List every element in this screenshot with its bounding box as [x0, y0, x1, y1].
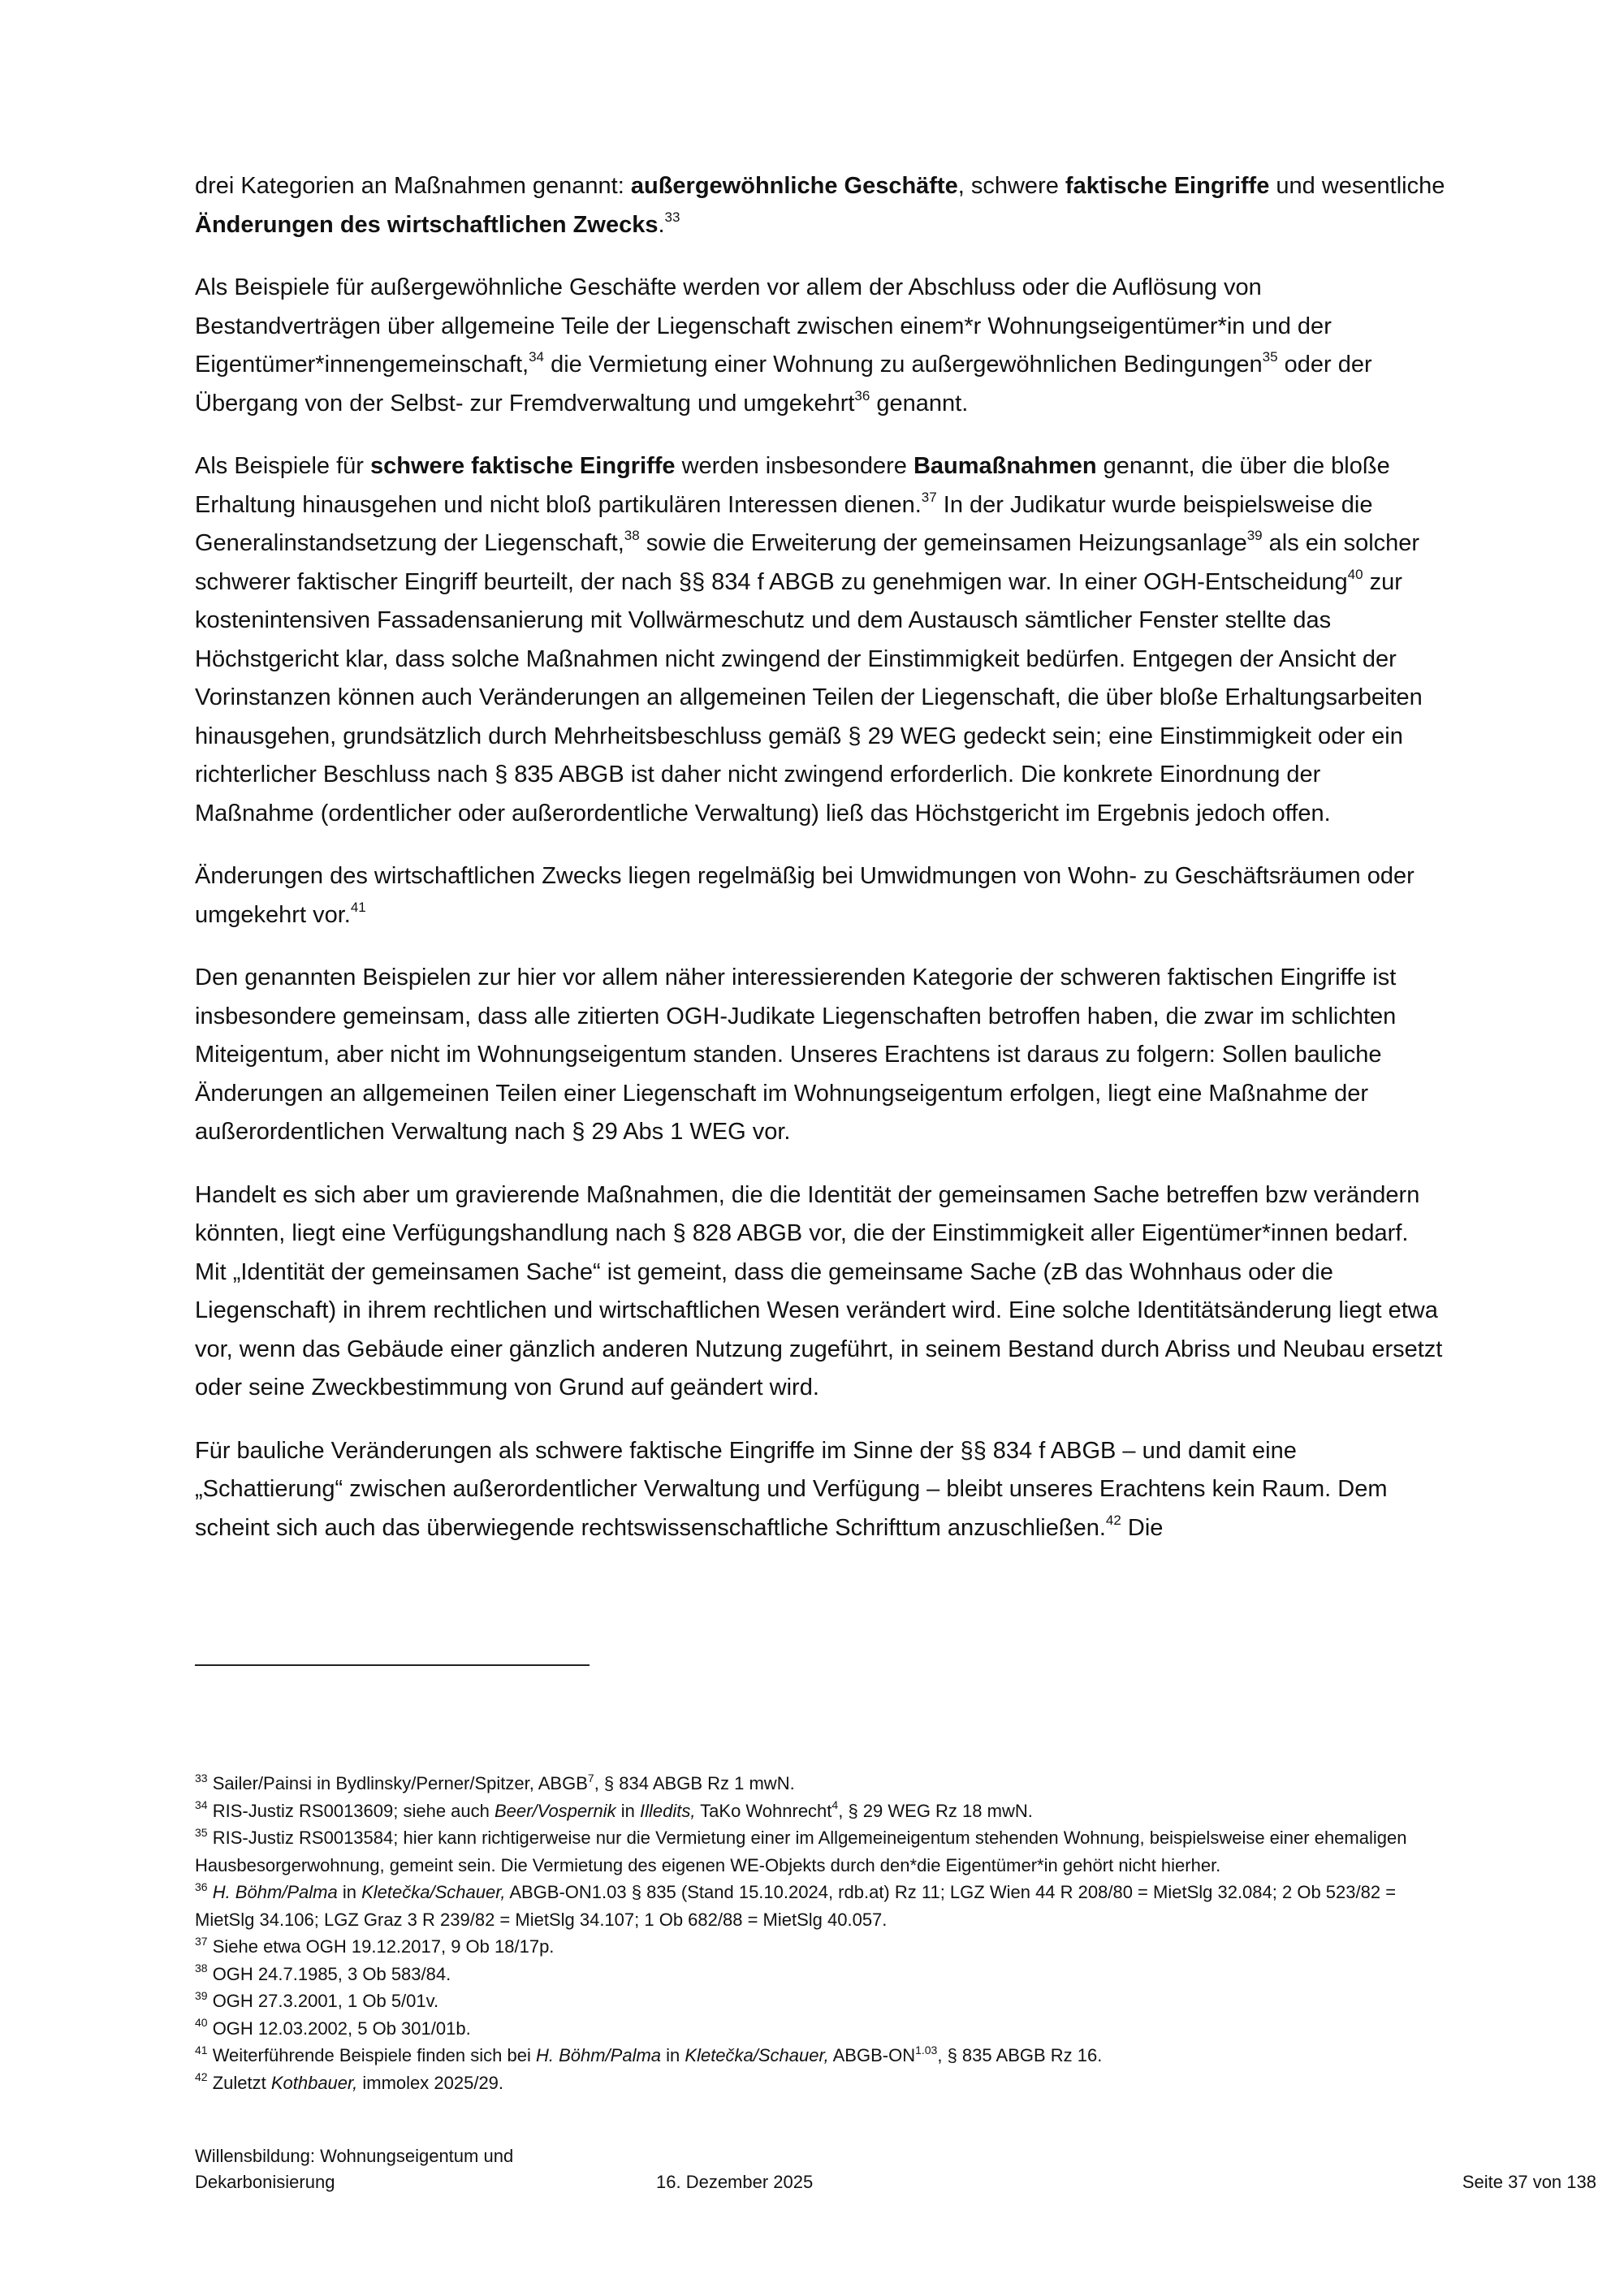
edition-superscript: 7	[587, 1771, 594, 1785]
text: Als Beispiele für	[195, 453, 370, 479]
text: werden insbesondere	[675, 453, 914, 479]
footnote-39	[195, 1987, 1445, 2015]
footnote-ref[interactable]: 35	[1262, 349, 1278, 365]
text: Sailer/Painsi in Bydlinsky/Perner/Spitzer, ABGB	[207, 1773, 588, 1793]
text: oder der Übergang von der Selbst- zur Fremdverwaltung und umgekehrt	[195, 352, 1372, 416]
paragraph-2	[195, 269, 1445, 423]
footnote-number: 34	[195, 1798, 208, 1812]
footer-date: 16. Dezember 2025	[656, 2172, 814, 2192]
text: OGH 12.03.2002, 5 Ob 301/01b.	[207, 2018, 471, 2039]
footer-page-number: Seite 37 von 138	[1462, 2172, 1596, 2192]
text: Änderungen des wirtschaftlichen Zwecks liegen regelmäßig bei Umwidmungen von Wohn- zu Geschäftsräumen oder umgekehrt vor.	[195, 863, 1415, 928]
footnote-33	[195, 1770, 1445, 1798]
footnote-ref[interactable]: 41	[350, 899, 366, 915]
text: .	[658, 211, 665, 238]
footnote-41	[195, 2042, 1445, 2069]
paragraph-7	[195, 1432, 1445, 1548]
text: genannt.	[870, 390, 969, 416]
text: TaKo Wohnrecht	[695, 1800, 832, 1821]
text: sowie die Erweiterung der gemeinsamen Heizungsanlage	[639, 530, 1247, 556]
paragraph-5	[195, 959, 1445, 1152]
text: RIS-Justiz RS0013584; hier kann richtigerweise nur die Vermietung einer im Allgemeineigentum stehenden Wohnung, beispielsweise einer ehemaligen Hausbesorgerwohnung, gemeint sein. Die Vermietung des eigenen WE-Objekts durch den*die Eigentümer*in gehört nicht hierher.	[195, 1828, 1407, 1875]
text: immolex 2025/29.	[357, 2072, 504, 2093]
footnotes	[195, 1770, 1445, 2096]
footnote-ref[interactable]: 34	[529, 349, 545, 365]
footnote-37	[195, 1933, 1445, 1961]
footnote-42	[195, 2069, 1445, 2097]
author-name: Kletečka/Schauer,	[685, 2045, 829, 2065]
document-body	[195, 167, 1445, 1572]
text: in	[615, 1800, 640, 1821]
text: OGH 24.7.1985, 3 Ob 583/84.	[207, 1963, 451, 1984]
footnote-40	[195, 2015, 1445, 2043]
author-name: H. Böhm/Palma	[207, 1882, 338, 1902]
text: Die	[1121, 1514, 1164, 1541]
footnote-35	[195, 1824, 1445, 1879]
text: als ein solcher schwerer faktischer Eingriff beurteilt, der nach §§ 834 f ABGB zu genehmigen war. In einer OGH-Entscheidung	[195, 530, 1420, 595]
footnote-36	[195, 1879, 1445, 1933]
footnote-number: 36	[195, 1880, 208, 1893]
edition-superscript: 4	[831, 1798, 839, 1812]
footnote-number: 37	[195, 1934, 208, 1948]
author-name: Illedits,	[639, 1800, 696, 1821]
footnote-ref[interactable]: 33	[664, 209, 680, 225]
text: und wesentliche	[1269, 173, 1445, 199]
text: zur kostenintensiven Fassadensanierung mit Vollwärmeschutz und dem Austausch sämtlicher Fenster stellte das Höchstgericht klar, dass solche Maßnahmen nicht zwingend der Einstimmigkeit bedürfen. Entgegen der Ansicht der Vorinstanzen können auch Veränderungen an allgemeinen Teilen der Liegenschaft, die über bloße Erhaltungsarbeiten hinausgehen, grundsätzlich durch Mehrheitsbeschluss gemäß § 29 WEG gedeckt sein; eine Einstimmigkeit oder ein richterlicher Beschluss nach § 835 ABGB ist daher nicht zwingend erforderlich. Die konkrete Einordnung der Maßnahme (ordentlicher oder außerordentliche Verwaltung) ließ das Höchstgericht im Ergebnis jedoch offen.	[195, 568, 1423, 826]
bold-term: außergewöhnliche Geschäfte	[630, 173, 958, 199]
text: drei Kategorien an Maßnahmen genannt:	[195, 173, 631, 199]
footnote-ref[interactable]: 36	[854, 387, 870, 404]
footnote-number: 41	[195, 2043, 208, 2056]
paragraph-4	[195, 857, 1445, 934]
text: , schwere	[957, 173, 1065, 199]
footer-title-line: Willensbildung: Wohnungseigentum und	[195, 2146, 514, 2166]
text: , § 835 ABGB Rz 16.	[937, 2045, 1103, 2065]
footnote-34	[195, 1798, 1445, 1825]
text: Siehe etwa OGH 19.12.2017, 9 Ob 18/17p.	[207, 1936, 555, 1957]
text: In der Judikatur wurde beispielsweise die Generalinstandsetzung der Liegenschaft,	[195, 491, 1373, 556]
footnote-ref[interactable]: 38	[624, 528, 640, 544]
footer-document-title	[195, 2143, 585, 2195]
text: OGH 27.3.2001, 1 Ob 5/01v.	[207, 1991, 439, 2011]
paragraph-3	[195, 447, 1445, 833]
author-name: Beer/Vospernik	[495, 1800, 616, 1821]
author-name: Kothbauer,	[270, 2072, 358, 2093]
text: Für bauliche Veränderungen als schwere faktische Eingriffe im Sinne der §§ 834 f ABGB – und damit eine „Schattierung“ zwischen außerordentlicher Verwaltung und Verfügung – bleibt unseres Erachtens kein Raum. Dem scheint sich auch das überwiegende rechtswissenschaftliche Schrifttum anzuschließen.	[195, 1437, 1388, 1541]
paragraph-1	[195, 167, 1445, 244]
footnote-separator	[195, 1664, 590, 1666]
footnote-ref[interactable]: 42	[1105, 1512, 1121, 1528]
bold-term: Änderungen des wirtschaftlichen Zwecks	[195, 211, 659, 238]
author-name: Kletečka/Schauer,	[361, 1882, 506, 1902]
footnote-ref[interactable]: 37	[921, 489, 937, 505]
footnote-ref[interactable]: 40	[1347, 566, 1363, 582]
text: RIS-Justiz RS0013609; siehe auch	[207, 1800, 495, 1821]
edition-superscript: 1.03	[915, 2043, 938, 2056]
bold-term: Baumaßnahmen	[913, 453, 1097, 479]
text: Als Beispiele für außergewöhnliche Geschäfte werden vor allem der Abschluss oder die Auflösung von Bestandverträgen über allgemeine Teile der Liegenschaft zwischen einem*r Wohnungseigentümer*in und der Eigentümer*innengemeinschaft,	[195, 274, 1332, 378]
footnote-number: 33	[195, 1771, 208, 1785]
text: Handelt es sich aber um gravierende Maßnahmen, die die Identität der gemeinsamen Sache betreffen bzw verändern könnten, liegt eine Verfügungshandlung nach § 828 ABGB vor, die der Einstimmigkeit aller Eigentümer*innen bedarf. Mit „Identität der gemeinsamen Sache“ ist gemeint, dass die gemeinsame Sache (zB das Wohnhaus oder die Liegenschaft) in ihrem rechtlichen und wirtschaftlichen Wesen verändert wird. Eine solche Identitätsänderung liegt etwa vor, wenn das Gebäude einer gänzlich anderen Nutzung zugeführt, in seinem Bestand durch Abriss und Neubau ersetzt oder seine Zweckbestimmung von Grund auf geändert wird.	[195, 1181, 1443, 1400]
text: in	[337, 1882, 362, 1902]
footnote-number: 38	[195, 1962, 208, 1975]
bold-term: faktische Eingriffe	[1065, 173, 1270, 199]
page-footer	[195, 2143, 1596, 2216]
footnote-number: 35	[195, 1825, 208, 1839]
author-name: H. Böhm/Palma	[535, 2045, 662, 2065]
text: die Vermietung einer Wohnung zu außergewöhnlichen Bedingungen	[544, 352, 1263, 378]
footnote-ref[interactable]: 39	[1246, 528, 1263, 544]
footer-title-line: Dekarbonisierung	[195, 2172, 335, 2192]
footnote-38	[195, 1961, 1445, 1988]
text: genannt, die über die bloße Erhaltung hinausgehen und nicht bloß partikulären Interessen dienen.	[195, 453, 1390, 518]
bold-term: schwere faktische Eingriffe	[370, 453, 676, 479]
text: , § 29 WEG Rz 18 mwN.	[838, 1800, 1033, 1821]
text: Weiterführende Beispiele finden sich bei	[207, 2045, 536, 2065]
text: in	[661, 2045, 685, 2065]
text: ABGB-ON	[828, 2045, 916, 2065]
text: ABGB-ON1.03 § 835 (Stand 15.10.2024, rdb.at) Rz 11; LGZ Wien 44 R 208/80 = MietSlg 32.084; 2 Ob 523/82 = MietSlg 34.106; LGZ Graz 3 R 239/82 = MietSlg 34.107; 1 Ob 682/88 = MietSlg 40.057.	[195, 1882, 1397, 1930]
footnote-number: 39	[195, 1988, 208, 2002]
text: Zuletzt	[207, 2072, 271, 2093]
footnote-number: 40	[195, 2016, 208, 2030]
footnote-number: 42	[195, 2070, 208, 2084]
paragraph-6	[195, 1176, 1445, 1408]
text: Den genannten Beispielen zur hier vor allem näher interessierenden Kategorie der schweren faktischen Eingriffe ist insbesondere gemeinsam, dass alle zitierten OGH-Judikate Liegenschaften betroffen haben, die zwar im schlichten Miteigentum, aber nicht im Wohnungseigentum standen. Unseres Erachtens ist daraus zu folgern: Sollen bauliche Änderungen an allgemeinen Teilen einer Liegenschaft im Wohnungseigentum erfolgen, liegt eine Maßnahme der außerordentlichen Verwaltung nach § 29 Abs 1 WEG vor.	[195, 965, 1397, 1145]
text: , § 834 ABGB Rz 1 mwN.	[594, 1773, 795, 1793]
